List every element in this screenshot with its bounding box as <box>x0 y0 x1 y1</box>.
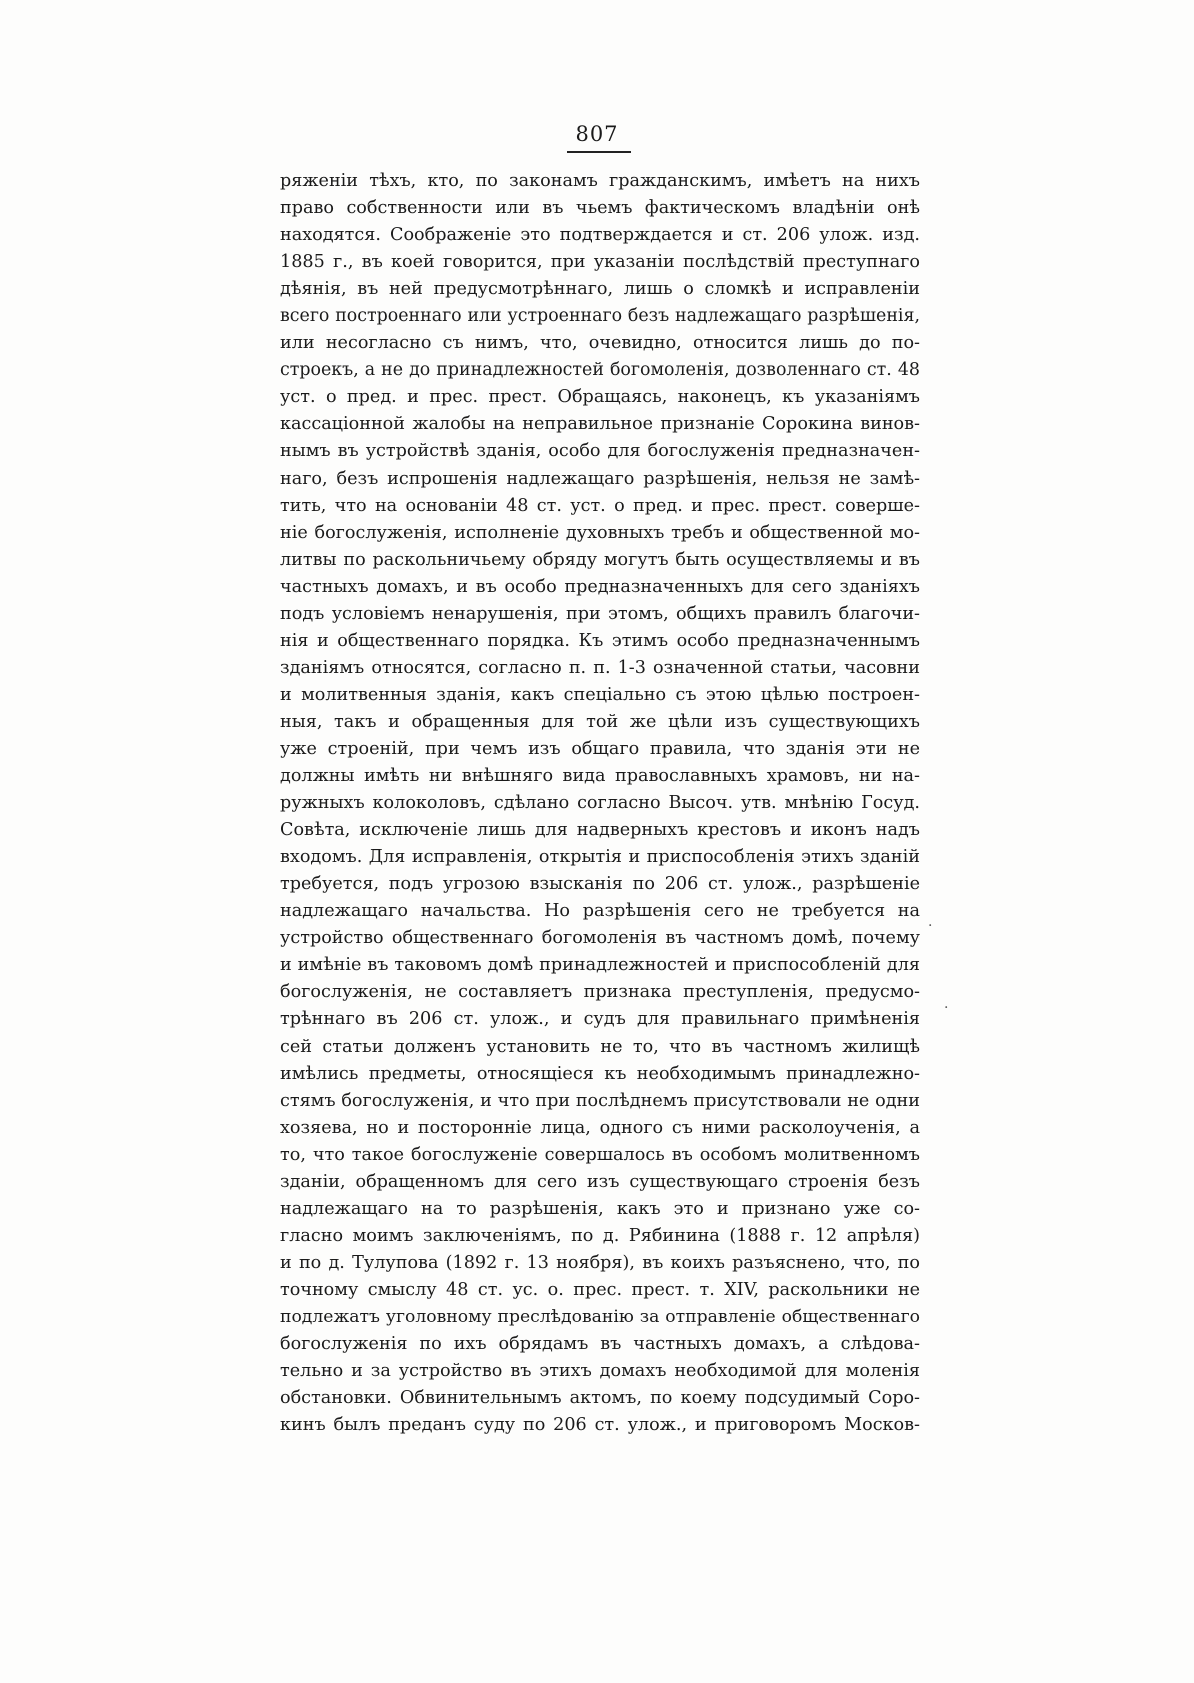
text-line: стямъ богослуженія, и что при послѣднемъ присутствовали не одни <box>280 1090 920 1111</box>
text-line: то, что такое богослуженіе совершалось въ особомъ молитвенномъ <box>280 1144 920 1165</box>
text-line: тельно и за устройство въ этихъ домахъ необходимой для моленія <box>280 1361 920 1382</box>
text-line: находятся. Соображеніе это подтверждается и ст. 206 улож. изд. <box>280 225 920 246</box>
text-line: богослуженія, не составляетъ признака преступленія, предусмо- <box>280 982 920 1003</box>
text-line: наго, безъ испрошенія надлежащаго разрѣшенія, нельзя не замѣ- <box>280 468 920 489</box>
text-line: богослуженія по ихъ обрядамъ въ частныхъ домахъ, а слѣдова- <box>280 1334 920 1355</box>
text-line: строекъ, а не до принадлежностей богомоленія, дозволеннаго ст. 48 <box>280 360 920 381</box>
margin-speck: · <box>928 918 933 934</box>
margin-speck: · <box>944 1000 949 1016</box>
text-line: и по д. Тулупова (1892 г. 13 ноября), въ коихъ разъяснено, что, по <box>280 1252 920 1273</box>
text-line: надлежащаго начальства. Но разрѣшенія сего не требуется на <box>280 901 920 922</box>
text-line: 1885 г., въ коей говорится, при указаніи послѣдствій преступнаго <box>280 252 920 273</box>
text-line: подлежатъ уголовному преслѣдованію за отправленіе общественнаго <box>280 1306 920 1327</box>
page-number-underline <box>567 151 631 153</box>
text-line: зданіямъ относятся, согласно п. п. 1-3 означенной статьи, часовни <box>280 657 920 678</box>
text-line: нымъ въ устройствѣ зданія, особо для богослуженія предназначен- <box>280 441 920 462</box>
text-line: трѣннаго въ 206 ст. улож., и судъ для правильнаго примѣненія <box>280 1009 920 1030</box>
text-line: или несогласно съ нимъ, что, очевидно, относится лишь до по- <box>280 333 920 354</box>
text-line: подъ условіемъ ненарушенія, при этомъ, общихъ правилъ благочи- <box>280 603 920 624</box>
body-text <box>280 168 920 1439</box>
text-line: ружныхъ колоколовъ, сдѣлано согласно Высоч. утв. мнѣнію Госуд. <box>280 793 920 814</box>
page-number: 807 <box>575 122 619 146</box>
text-line: имѣлись предметы, относящіеся къ необходимымъ принадлежно- <box>280 1063 920 1084</box>
text-line: кинъ былъ преданъ суду по 206 ст. улож., и приговоромъ Москов- <box>280 1415 920 1436</box>
text-line: право собственности или въ чьемъ фактическомъ владѣніи онѣ <box>280 198 920 219</box>
text-line: надлежащаго на то разрѣшенія, какъ это и признано уже со- <box>280 1198 920 1219</box>
text-line: хозяева, но и посторонніе лица, одного съ ними расколоученія, а <box>280 1117 920 1138</box>
text-line: обстановки. Обвинительнымъ актомъ, по коему подсудимый Соро- <box>280 1388 920 1409</box>
text-line: литвы по раскольничьему обряду могутъ быть осуществляемы и въ <box>280 549 920 570</box>
text-line: должны имѣть ни внѣшняго вида православныхъ храмовъ, ни на- <box>280 766 920 787</box>
text-line: тить, что на основаніи 48 ст. уст. о пред. и прес. прест. соверше- <box>280 495 920 516</box>
text-line: ряженіи тѣхъ, кто, по законамъ гражданскимъ, имѣетъ на нихъ <box>280 171 920 191</box>
text-line: ніе богослуженія, исполненіе духовныхъ требъ и общественной мо- <box>280 522 920 543</box>
text-line: требуется, подъ угрозою взысканія по 206 ст. улож., разрѣшеніе <box>280 874 920 895</box>
text-line: гласно моимъ заключеніямъ, по д. Рябинина (1888 г. 12 апрѣля) <box>280 1225 920 1246</box>
text-line: устройство общественнаго богомоленія въ частномъ домѣ, почему <box>280 928 920 949</box>
text-line: ныя, такъ и обращенныя для той же цѣли изъ существующихъ <box>280 711 920 732</box>
text-line: и имѣніе въ таковомъ домѣ принадлежностей и приспособленій для <box>280 955 920 976</box>
text-line: частныхъ домахъ, и въ особо предназначенныхъ для сего зданіяхъ <box>280 576 920 597</box>
text-line: сей статьи долженъ установить не то, что въ частномъ жилищѣ <box>280 1036 920 1057</box>
text-line: дѣянія, въ ней предусмотрѣннаго, лишь о сломкѣ и исправленіи <box>280 279 920 300</box>
text-line: зданіи, обращенномъ для сего изъ существующаго строенія безъ <box>280 1171 920 1192</box>
text-line: уже строеній, при чемъ изъ общаго правила, что зданія эти не <box>280 738 920 759</box>
text-line: и молитвенныя зданія, какъ спеціально съ этою цѣлью построен- <box>280 684 920 705</box>
text-line: всего построеннаго или устроеннаго безъ надлежащаго разрѣшенія, <box>280 306 920 327</box>
text-line: входомъ. Для исправленія, открытія и приспособленія этихъ зданій <box>280 847 920 868</box>
text-line: нія и общественнаго порядка. Къ этимъ особо предназначеннымъ <box>280 630 920 651</box>
text-line: кассаціонной жалобы на неправильное признаніе Сорокина винов- <box>280 414 920 435</box>
text-line: точному смыслу 48 ст. ус. о. прес. прест. т. XIV, раскольники не <box>280 1279 920 1300</box>
text-line: Совѣта, исключеніе лишь для надверныхъ крестовъ и иконъ надъ <box>280 820 920 841</box>
text-line: уст. о пред. и прес. прест. Обращаясь, наконецъ, къ указаніямъ <box>280 387 920 408</box>
